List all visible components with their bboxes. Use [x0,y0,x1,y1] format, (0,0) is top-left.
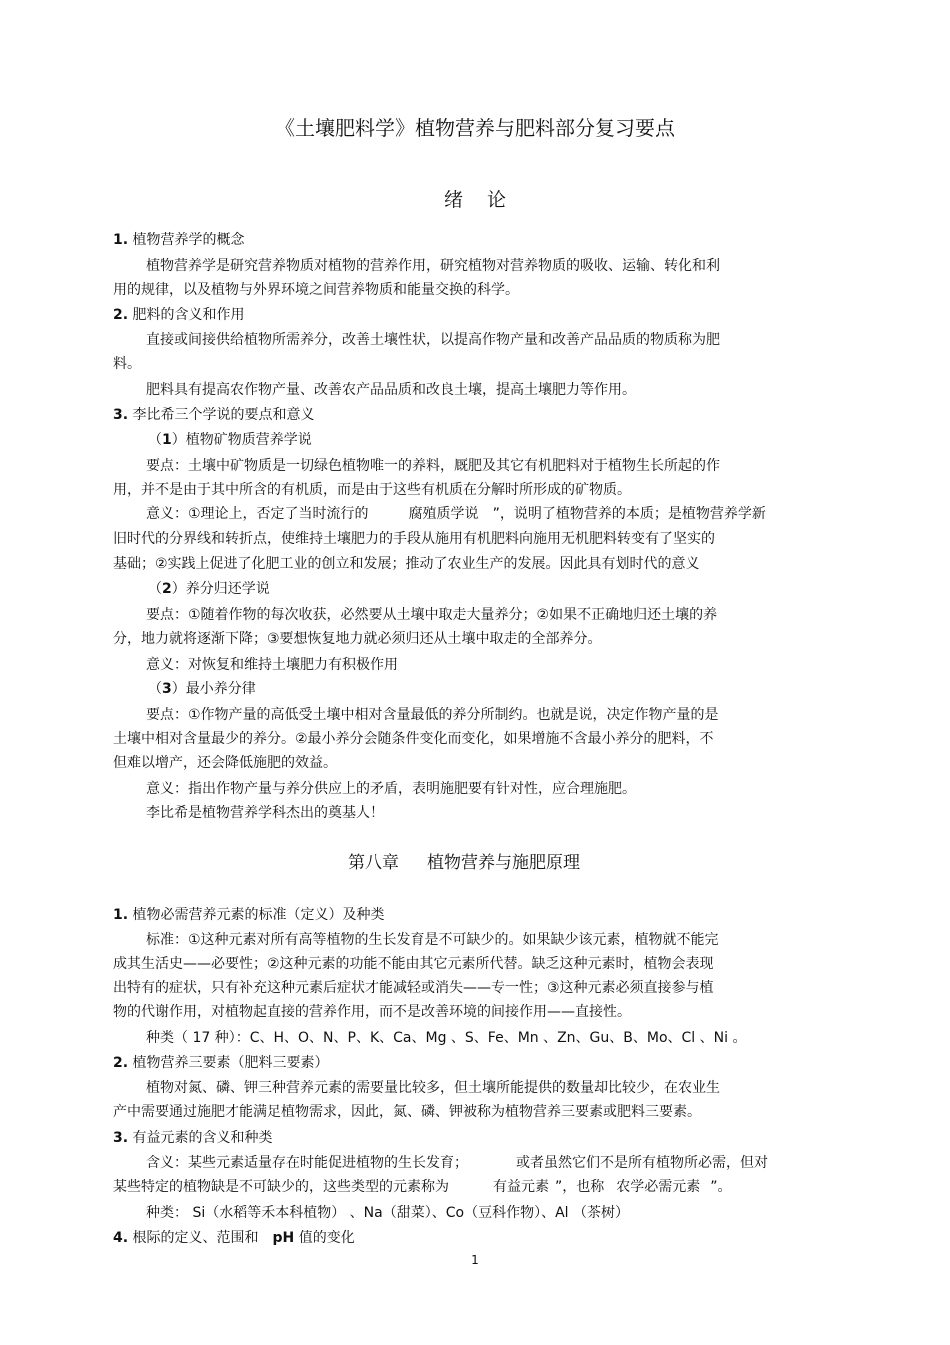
paragraph-line: 物的代谢作用，对植物起直接的营养作用，而不是改善环境的间接作用——直接性。 [113,1004,631,1020]
paragraph-line: 产中需要通过施肥才能满足植物需求，因此，氮、磷、钾被称为植物营养三要素或肥料三要素。 [113,1104,701,1120]
paragraph-line: 要点：①作物产量的高低受土壤中相对含量最低的养分所制约。也就是说，决定作物产量的是 [146,707,719,723]
paragraph-line: 成其生活史——必要性；②这种元素的功能不能由其它元素所代替。缺乏这种元素时，植物会表现 [113,956,714,972]
question-number: 3. [113,407,129,423]
section-title-intro: 绪论 [443,189,530,211]
paragraph-line: 出特有的症状，只有补充这种元素后症状才能减轻或消失——专一性；③这种元素必须直接参与植 [113,980,714,996]
question-text: 植物营养学的概念 [132,232,245,248]
paragraph-line: 土壤中相对含量最少的养分。②最小养分会随条件变化而变化，如果增施不含最小养分的肥料，不 [113,731,714,747]
document-title: 《土壤肥料学》植物营养与肥料部分复习要点 [275,116,675,140]
paragraph-line: 直接或间接供给植物所需养分，改善土壤性状，以提高作物产量和改善产品品质的物质称为肥 [146,332,720,348]
question-text-tail: 值的变化 [298,1230,355,1246]
paragraph-line: 分，地力就将逐渐下降；③要想恢复地力就必须归还从土壤中取走的全部养分。 [113,631,602,647]
paragraph-line: 但难以增产，还会降低施肥的效益。 [113,755,337,771]
question-heading [113,1130,273,1146]
question-text: 植物营养三要素（肥料三要素） [132,1055,329,1071]
paragraph-line: 要点：①随着作物的每次收获，必然要从土壤中取走大量养分；②如果不正确地归还土壤的养 [146,607,718,623]
paragraph-line: 意义：对恢复和维持土壤肥力有积极作用 [146,657,398,673]
question-number: 3. [113,1130,129,1146]
question-number: 2. [113,307,129,323]
paragraph-line: 标准：①这种元素对所有高等植物的生长发育是不可缺少的。如果缺少该元素，植物就不能完 [146,932,719,948]
paragraph-line: 意义：①理论上，否定了当时流行的 腐殖质学说 ”，说明了植物营养的本质；是植物营养学新 [146,506,766,522]
paragraph-line: 用的规律，以及植物与外界环境之间营养物质和能量交换的科学。 [113,282,519,298]
page-number: 1 [471,1253,479,1267]
paragraph-line: 肥料具有提高农作物产量、改善农产品品质和改良土壤，提高土壤肥力等作用。 [146,382,636,398]
question-number: 4. [113,1230,129,1246]
paragraph-line: 某些特定的植物缺是不可缺少的，这些类型的元素称为 有益元素 ”，也称 农学必需元素 ”。 [113,1179,732,1195]
question-heading [113,907,385,923]
paragraph-line: 含义：某些元素适量存在时能促进植物的生长发育； 或者虽然它们不是所有植物所必需，但对 [146,1155,768,1171]
question-number: 1. [113,907,129,923]
paragraph-line: 旧时代的分界线和转折点，使维持土壤肥力的手段从施用有机肥料向施用无机肥料转变有了坚实的 [113,531,715,547]
paragraph-line: 料。 [113,356,141,372]
question-text: 李比希三个学说的要点和意义 [132,407,315,423]
question-heading [113,1055,329,1071]
paragraph-line: 李比希是植物营养学科杰出的奠基人！ [146,805,384,821]
question-text: 根际的定义、范围和 [132,1230,259,1246]
question-text: 肥料的含义和作用 [132,307,245,323]
paragraph-line: 基础；②实践上促进了化肥工业的创立和发展；推动了农业生产的发展。因此具有划时代的意义 [113,556,700,572]
ph-label: pH [272,1230,295,1246]
question-number: 2. [113,1055,129,1071]
question-number: 1. [113,232,129,248]
paragraph-line: 意义：指出作物产量与养分供应上的矛盾，表明施肥要有针对性，应合理施肥。 [146,781,636,797]
question-text: 有益元素的含义和种类 [132,1130,273,1146]
paragraph-line: 植物对氮、磷、钾三种营养元素的需要量比较多，但土壤所能提供的数量却比较少，在农业生 [146,1080,720,1096]
chapter-title: 第八章 植物营养与施肥原理 [348,853,580,873]
question-text: 植物必需营养元素的标准（定义）及种类 [132,907,385,923]
subheading-3: （3）最小养分律 [148,681,256,697]
paragraph-line: 用，并不是由于其中所含的有机质，而是由于这些有机质在分解时所形成的矿物质。 [113,482,631,498]
paragraph-line: 要点：土壤中矿物质是一切绿色植物唯一的养料，厩肥及其它有机肥料对于植物生长所起的作 [146,458,720,474]
paragraph-line: 植物营养学是研究营养物质对植物的营养作用，研究植物对营养物质的吸收、运输、转化和利 [146,258,720,274]
question-heading [113,232,245,248]
paragraph-line: 种类： Si（水稻等禾本科植物） 、Na（甜菜）、Co（豆科作物）、Al （茶树） [146,1205,629,1221]
subheading-1: （1）植物矿物质营养学说 [148,432,312,448]
question-heading [113,407,315,423]
paragraph-line: 种类（ 17 种）：C、H、O、N、P、K、Ca、Mg 、S、Fe、Mn 、Zn、Gu、B、Mo、Cl 、Ni 。 [146,1030,747,1046]
subheading-2: （2）养分归还学说 [148,581,270,597]
question-heading [113,307,245,323]
question-heading [113,1230,355,1246]
